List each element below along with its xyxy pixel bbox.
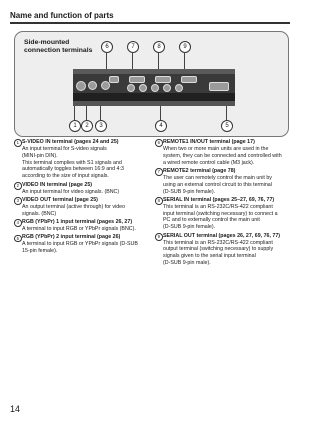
leader-4	[160, 106, 161, 120]
item-body: An input terminal for S-video signals (MINI-pin DIN). This terminal complies with S1 signals and automatically toggles between 16:9 and 4:3 according to the size of input signals.	[22, 145, 124, 180]
item-number: 7	[155, 168, 163, 176]
leader-3	[100, 106, 101, 120]
rgb1-port-g	[139, 84, 147, 92]
item-number: 8	[155, 197, 163, 205]
figure-title: Side-mounted connection terminals	[24, 39, 93, 54]
item-number: 6	[155, 139, 163, 147]
remote1-port	[109, 76, 119, 83]
rgb1-port-r	[127, 84, 135, 92]
item-title: RGB (YPbPr) 2 input terminal (page 26)	[22, 234, 121, 241]
item-number: 3	[14, 197, 22, 205]
item-body: When two or more main units are used in the system, they can be connected and controlled with a wired remote control cable (M3 jack).	[163, 145, 282, 166]
item-title: VIDEO IN terminal (page 25)	[22, 181, 93, 188]
descriptions-right-column	[155, 139, 291, 269]
item-title: SERIAL OUT terminal (pages 26, 27, 69, 76, 77)	[163, 232, 281, 239]
device-label-strip	[73, 93, 235, 101]
item-body: An input terminal for video signals. (BNC)	[22, 188, 120, 195]
item-title: SERIAL IN terminal (pages 25–27, 69, 76, 77)	[163, 196, 275, 203]
callout-2: 2	[81, 120, 93, 132]
callout-5: 5	[221, 120, 233, 132]
section-title: Name and function of parts	[10, 11, 114, 20]
item-5	[14, 234, 150, 255]
item-7	[155, 168, 291, 195]
serial-in-port	[155, 76, 171, 83]
rgb1-port-b	[151, 84, 159, 92]
serial-out-port	[181, 76, 197, 83]
item-body: An output terminal (active through) for video signals. (BNC)	[22, 203, 126, 217]
item-number: 5	[14, 235, 22, 243]
callout-9: 9	[179, 41, 191, 53]
item-title: S-VIDEO IN terminal (pages 24 and 25)	[22, 139, 119, 145]
item-body: A terminal to input RGB or YPbPr signals (BNC).	[22, 225, 136, 232]
item-body: The user can remotely control the main unit by using an external control circuit to this terminal (D-SUB 9-pin female).	[163, 174, 272, 195]
page-header	[10, 8, 290, 26]
callout-7: 7	[127, 41, 139, 53]
leader-2	[86, 106, 87, 120]
item-2	[14, 182, 150, 196]
video-in-port	[88, 81, 97, 90]
callout-4: 4	[155, 120, 167, 132]
item-1	[14, 139, 150, 180]
callout-1: 1	[69, 120, 81, 132]
item-title: RGB (YPbPr) 1 input terminal (pages 26, 27)	[22, 219, 133, 226]
leader-1	[74, 106, 75, 120]
item-4	[14, 219, 150, 233]
item-8	[155, 197, 291, 231]
item-3	[14, 197, 150, 218]
leader-5	[226, 106, 227, 120]
callout-6: 6	[101, 41, 113, 53]
rgb1-port-vd	[175, 84, 183, 92]
item-body: This terminal is an RS-232C/RS-422 compliant output terminal (switching necessary) to supply signals given to the serial input terminal (D-SUB 9-pin male).	[163, 239, 274, 267]
device-bottom-edge	[73, 101, 235, 106]
item-title: VIDEO OUT terminal (page 25)	[22, 196, 98, 203]
item-6	[155, 139, 291, 166]
item-number: 1	[14, 139, 22, 147]
item-9	[155, 233, 291, 267]
callout-3: 3	[95, 120, 107, 132]
page-number: 14	[10, 404, 21, 414]
item-number: 9	[155, 233, 163, 241]
rgb2-port	[209, 82, 229, 91]
descriptions-left-column	[14, 139, 150, 256]
header-rule	[10, 22, 290, 24]
item-body: This terminal is an RS-232C/RS-422 compliant input terminal (switching necessary) to connect a PC and to externally control the main unit (D-SUB 9-pin female).	[163, 203, 278, 231]
item-title: REMOTE1 IN/OUT terminal (page 17)	[163, 139, 255, 145]
terminal-panel-illustration	[73, 69, 235, 106]
item-title: REMOTE2 terminal (page 78)	[163, 167, 236, 174]
rgb1-port-hd	[163, 84, 171, 92]
item-body: A terminal to input RGB or YPbPr signals (D-SUB 15-pin female).	[22, 241, 138, 255]
s-video-in-port	[76, 81, 86, 91]
item-number: 2	[14, 182, 22, 190]
remote2-port	[129, 76, 145, 83]
item-number: 4	[14, 219, 22, 227]
callout-8: 8	[153, 41, 165, 53]
